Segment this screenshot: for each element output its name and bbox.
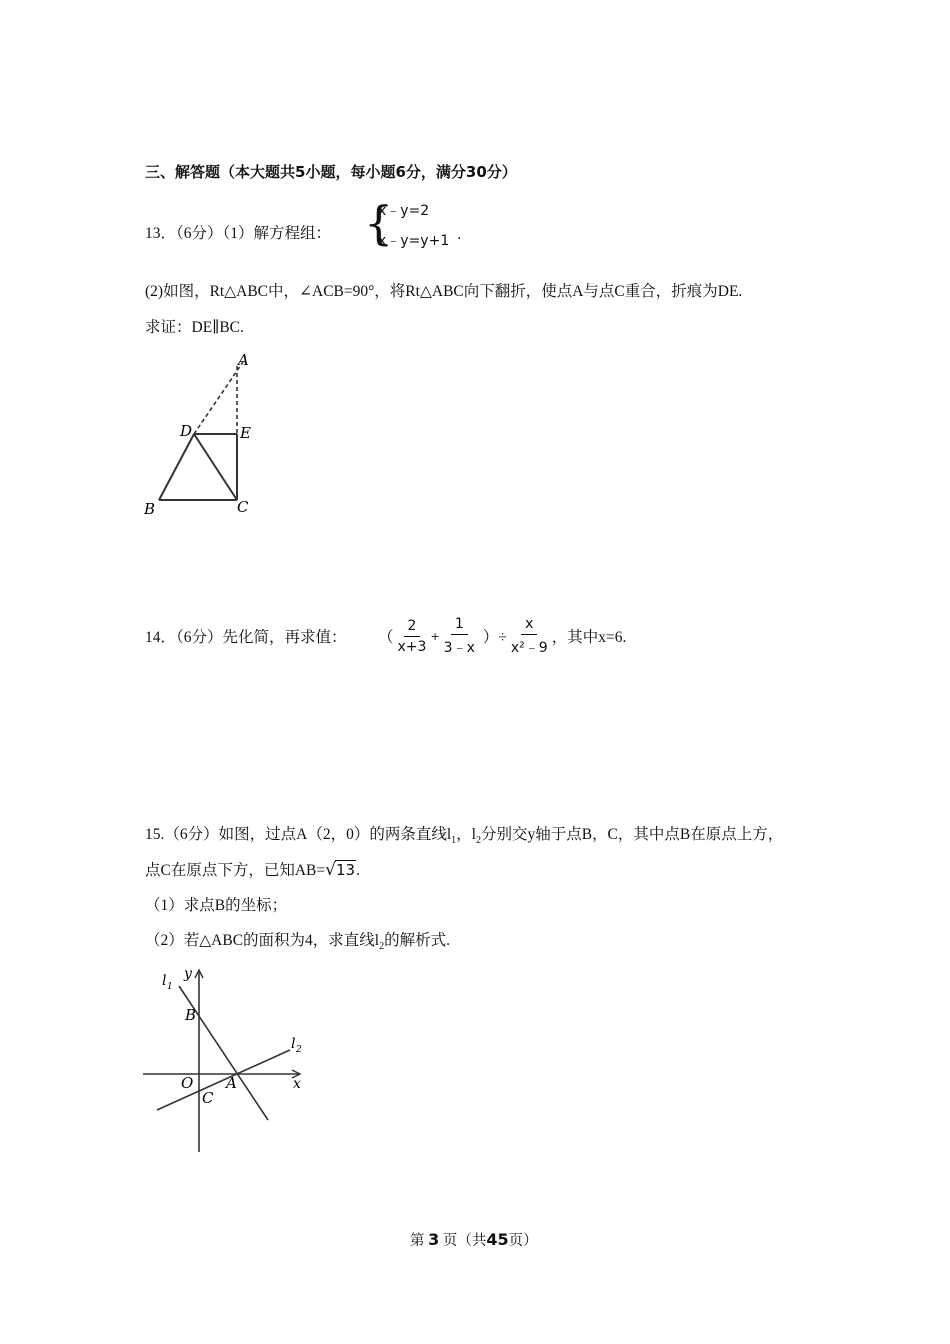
q14-frac1-num: 2 [404,618,421,637]
q14-frac3 [507,616,552,657]
q15-sub1: （1）求点B的坐标； [145,897,288,914]
q14-close-div: ）÷ [482,629,507,646]
q14-plus: + [430,629,440,643]
footer-suffix: 页） [508,1233,538,1249]
label-y: y [184,966,192,982]
line-l2 [157,1050,290,1110]
q14-tail: ，其中x=6. [551,629,627,646]
q13-eq1: x﹣y=2 [378,203,430,219]
fold-line-DA [194,362,243,434]
sqrt-symbol: √ [325,860,336,880]
section-heading: 三、解答题（本大题共5小题，每小题6分，满分30分） [145,163,517,181]
label-x: x [293,1076,301,1092]
q15-line1-b: ，l [456,826,476,843]
label-A: A [238,351,249,369]
segment-BD [159,434,194,500]
label-E: E [240,424,251,442]
q14-frac2-num: 1 [451,616,468,635]
q13-number: 13． [145,225,177,242]
label-l2: l [291,1036,296,1052]
label-B: B [185,1006,197,1024]
q14-frac3-num: x [521,616,537,635]
q15-sub2 [145,928,450,952]
label-C: C [202,1089,214,1107]
footer-middle: 页（共 [442,1233,487,1249]
q15-line1-c: 分别交y轴于点B，C，其中点B在原点上方， [480,826,784,843]
q13-figure [135,345,265,525]
q14-frac1 [394,618,431,655]
label-l1: l [162,973,167,989]
q15-figure [135,960,315,1160]
q13-eq2: x﹣y=y+1 [378,233,450,249]
q14-expression [378,613,626,659]
q13-part2-line2: 求证：DE∥BC. [145,319,244,336]
q13-eq-end: . [457,227,462,243]
q14-score: （6分） [176,629,223,646]
label-O: O [181,1074,194,1092]
q15-line1-sub1: 1 [451,835,457,847]
q13-part1-label: （1）解方程组： [222,225,332,242]
footer-prefix: 第 [410,1233,425,1249]
q15-line1-sub2: 2 [475,835,481,847]
q14-number: 14． [145,629,177,646]
label-l2-sub: 2 [296,1045,302,1055]
footer-total-pages: 45 [486,1230,509,1249]
q14-open-paren: （ [378,629,394,646]
q15-sub2-sub: 2 [379,941,385,953]
q14-frac3-den: x²﹣9 [510,639,548,656]
label-D: D [180,422,193,440]
q13-part2-line1: (2)如图，Rt△ABC中，∠ACB=90°，将Rt△ABC向下翻折，使点A与点C重合，折痕为DE. [145,283,743,300]
label-A: A [226,1074,237,1092]
q15-line2-a: 点C在原点下方，已知AB= [145,862,326,879]
q15-line1-a: 15.（6分）如图，过点A（2，0）的两条直线l [145,826,452,843]
label-C: C [237,498,249,516]
q13-intro [145,221,331,243]
label-B: B [144,500,156,518]
q14-frac1-den: x+3 [397,638,427,655]
page-footer [410,1229,538,1250]
q15-sub2-b: 的解析式. [384,932,450,949]
q14-intro [145,625,347,647]
label-l1-sub: 1 [167,982,173,992]
brace-symbol: { [364,196,394,250]
segment-DC [194,434,237,500]
q15-line2-end: . [356,862,360,879]
q15-line1 [145,822,783,846]
q13-equation-system [364,196,474,258]
q15-sub2-a: （2）若△ABC的面积为4，求直线l [145,932,380,949]
q13-score: （6分） [176,225,223,242]
q14-frac2-den: 3﹣x [443,639,475,656]
footer-page-number: 3 [428,1230,440,1249]
q15-sqrt-value: 13 [335,861,356,879]
q14-text: 先化简，再求值： [222,629,347,646]
q15-line2 [145,858,360,880]
q14-frac2 [440,616,479,657]
